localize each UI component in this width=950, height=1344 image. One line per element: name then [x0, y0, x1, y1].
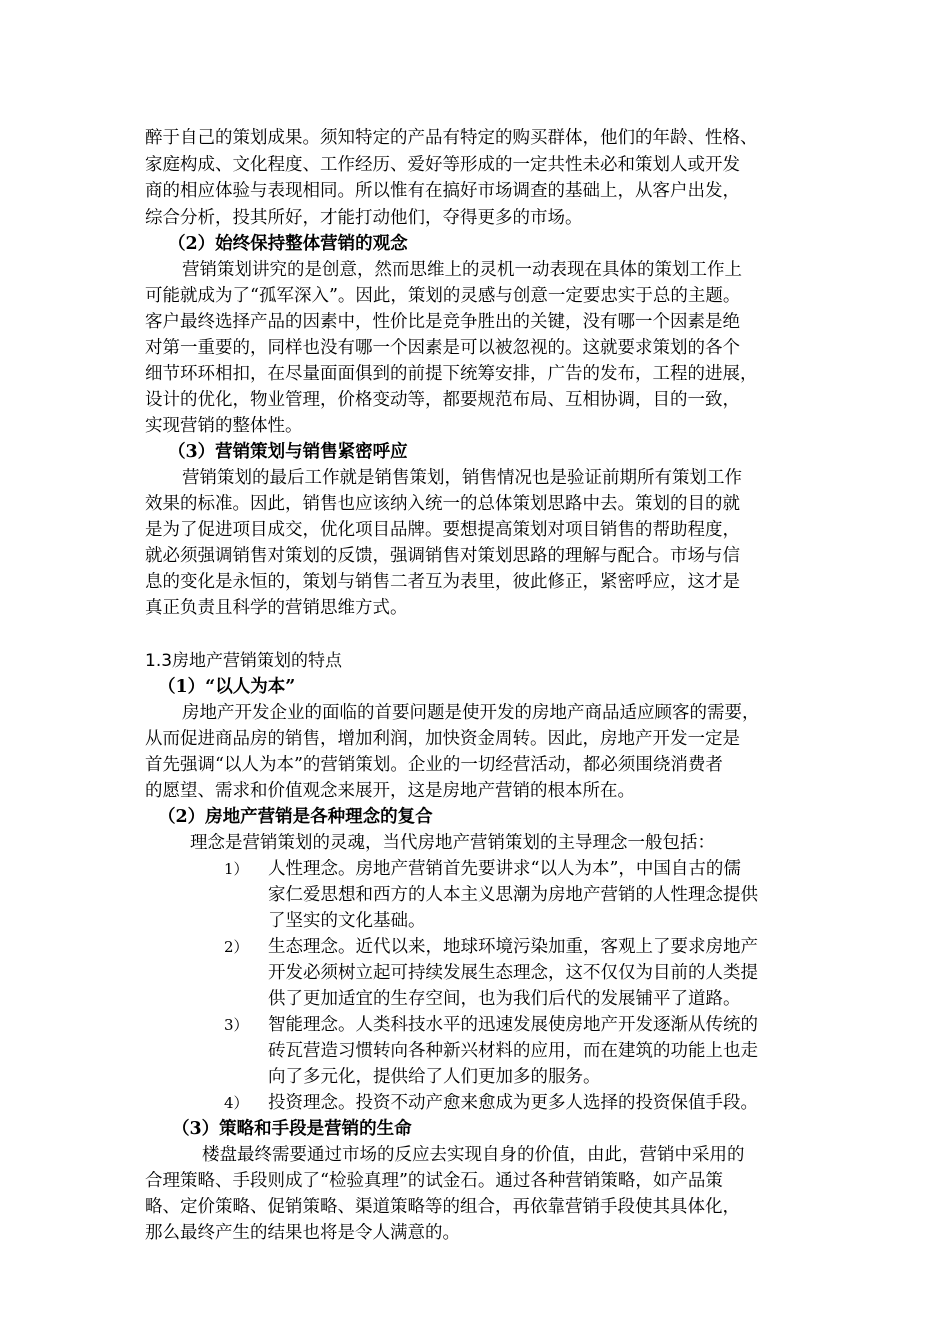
subheading-2b: （2）房地产营销是各种理念的复合 [158, 807, 433, 827]
list-number: 4） [224, 1094, 249, 1112]
section-heading: 1.3房地产营销策划的特点 [145, 651, 343, 671]
paragraph-line: 家庭构成、文化程度、工作经历、爱好等形成的一定共性未必和策划人或开发 [145, 155, 740, 175]
paragraph-line: 理念是营销策划的灵魂，当代房地产营销策划的主导理念一般包括： [190, 833, 715, 853]
list-item-line: 人性理念。房地产营销首先要讲求“以人为本”，中国自古的儒 [268, 859, 741, 879]
paragraph-line: 细节环环相扣，在尽量面面俱到的前提下统筹安排，广告的发布，工程的进展， [145, 364, 758, 384]
paragraph-line: 醉于自己的策划成果。须知特定的产品有特定的购买群体，他们的年龄、性格、 [145, 128, 758, 148]
list-item-line: 开发必须树立起可持续发展生态理念，这不仅仅为目前的人类提 [268, 963, 758, 983]
list-item-line: 家仁爱思想和西方的人本主义思潮为房地产营销的人性理念提供 [268, 885, 758, 905]
paragraph-line: 效果的标准。因此，销售也应该纳入统一的总体策划思路中去。策划的目的就 [145, 494, 740, 514]
paragraph-line: 从而促进商品房的销售，增加利润，加快资金周转。因此，房地产开发一定是 [145, 729, 740, 749]
paragraph-line: 对第一重要的，同样也没有哪一个因素是可以被忽视的。这就要求策划的各个 [145, 338, 740, 358]
paragraph-line: 真正负责且科学的营销思维方式。 [145, 598, 408, 618]
paragraph-line: 的愿望、需求和价值观念来展开，这是房地产营销的根本所在。 [145, 781, 635, 801]
paragraph-line: 略、定价策略、促销策略、渠道策略等的组合，再依靠营销手段使其具体化， [145, 1197, 740, 1217]
subheading-3: （3）营销策划与销售紧密呼应 [168, 442, 408, 462]
paragraph-line: 营销策划的最后工作就是销售策划，销售情况也是验证前期所有策划工作 [182, 468, 742, 488]
paragraph-line: 那么最终产生的结果也将是令人满意的。 [145, 1223, 460, 1243]
paragraph-line: 设计的优化，物业管理，价格变动等，都要规范布局、互相协调，目的一致， [145, 390, 740, 410]
list-item-line: 了坚实的文化基础。 [268, 911, 426, 931]
subheading-1: （1）“以人为本” [158, 677, 296, 697]
list-number: 2） [224, 938, 249, 956]
paragraph-line: 合理策略、手段则成了“检验真理”的试金石。通过各种营销策略，如产品策 [145, 1171, 723, 1191]
list-number: 3） [224, 1016, 249, 1034]
paragraph-line: 综合分析，投其所好，才能打动他们，夺得更多的市场。 [145, 208, 583, 228]
paragraph-line: 实现营销的整体性。 [145, 416, 303, 436]
paragraph-line: 楼盘最终需要通过市场的反应去实现自身的价值，由此，营销中采用的 [202, 1145, 745, 1165]
list-number: 1） [224, 860, 249, 878]
paragraph-line: 房地产开发企业的面临的首要问题是使开发的房地产商品适应顾客的需要， [182, 703, 760, 723]
list-item-line: 砖瓦营造习惯转向各种新兴材料的应用，而在建筑的功能上也走 [268, 1041, 758, 1061]
subheading-3b: （3）策略和手段是营销的生命 [172, 1119, 412, 1139]
paragraph-line: 息的变化是永恒的，策划与销售二者互为表里，彼此修正，紧密呼应，这才是 [145, 572, 740, 592]
paragraph-line: 就必须强调销售对策划的反馈，强调销售对策划思路的理解与配合。市场与信 [145, 546, 740, 566]
paragraph-line: 营销策划讲究的是创意，然而思维上的灵机一动表现在具体的策划工作上 [182, 260, 742, 280]
list-item-line: 生态理念。近代以来，地球环境污染加重，客观上了要求房地产 [268, 937, 758, 957]
paragraph-line: 可能就成为了“孤军深入”。因此，策划的灵感与创意一定要忠实于总的主题。 [145, 286, 741, 306]
list-item-line: 向了多元化，提供给了人们更加多的服务。 [268, 1067, 601, 1087]
list-item-line: 供了更加适宜的生存空间，也为我们后代的发展铺平了道路。 [268, 989, 741, 1009]
paragraph-line: 商的相应体验与表现相同。所以惟有在搞好市场调查的基础上，从客户出发， [145, 181, 740, 201]
subheading-2: （2）始终保持整体营销的观念 [168, 234, 408, 254]
list-item-line: 投资理念。投资不动产愈来愈成为更多人选择的投资保值手段。 [268, 1093, 758, 1113]
paragraph-line: 首先强调“以人为本”的营销策划。企业的一切经营活动，都必须围绕消费者 [145, 755, 723, 775]
list-item-line: 智能理念。人类科技水平的迅速发展使房地产开发逐渐从传统的 [268, 1015, 758, 1035]
paragraph-line: 客户最终选择产品的因素中，性价比是竞争胜出的关键，没有哪一个因素是绝 [145, 312, 740, 332]
paragraph-line: 是为了促进项目成交，优化项目品牌。要想提高策划对项目销售的帮助程度， [145, 520, 740, 540]
